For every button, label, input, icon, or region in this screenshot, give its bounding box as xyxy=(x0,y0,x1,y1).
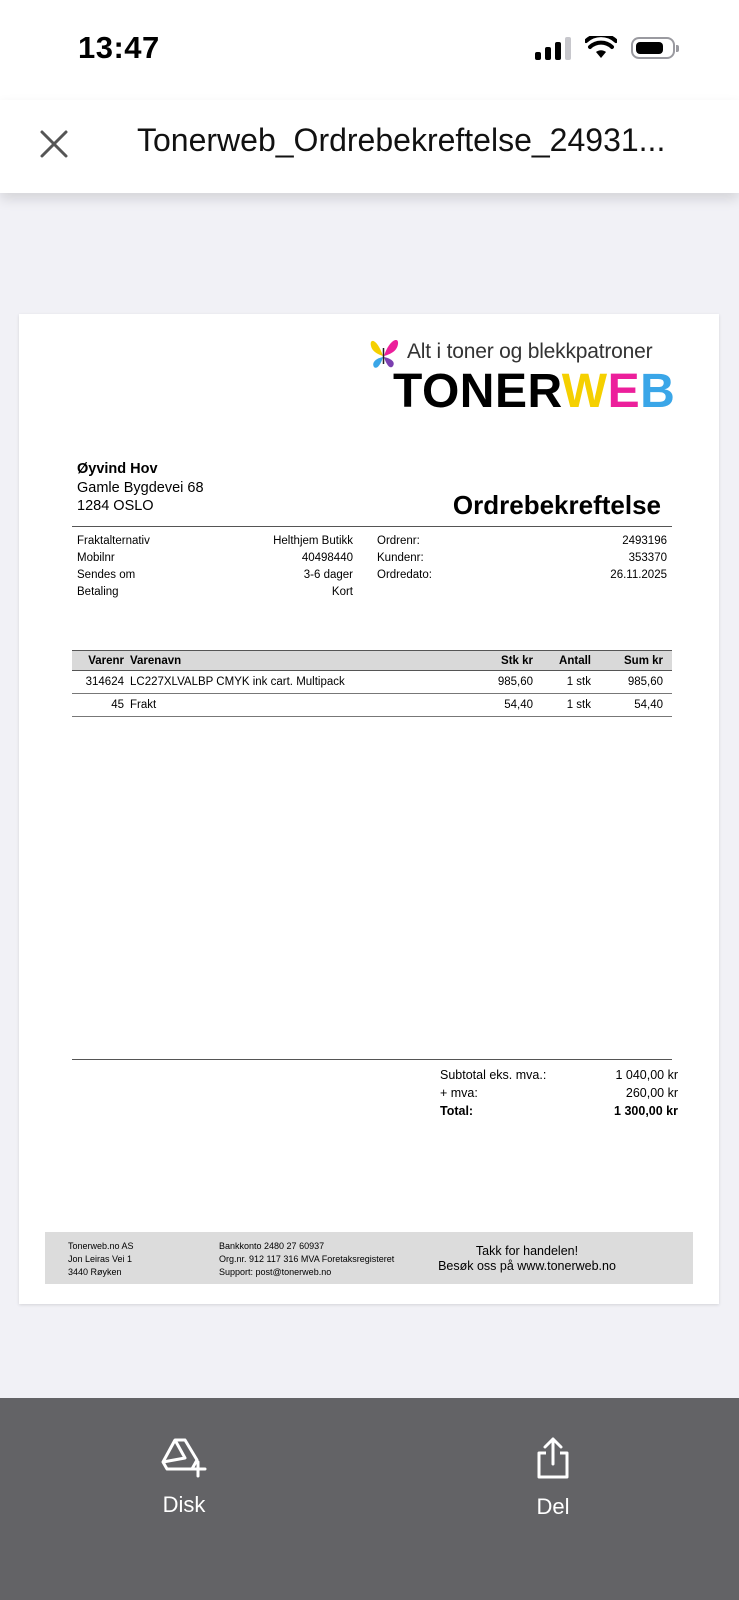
table-header xyxy=(72,650,672,671)
header-antall: Antall xyxy=(559,654,591,667)
info-row: Sendes om 3-6 dager xyxy=(77,569,353,581)
info-row: Ordredato: 26.11.2025 xyxy=(377,569,667,581)
close-icon xyxy=(34,124,74,164)
footer-thanks: Takk for handelen! Besøk oss på www.tonerweb.no xyxy=(438,1244,616,1273)
document-heading: Ordrebekreftelse xyxy=(452,490,661,520)
info-row: Betaling Kort xyxy=(77,586,353,598)
header-sum-kr: Sum kr xyxy=(624,654,663,667)
share-label: Del xyxy=(536,1494,570,1519)
footer-company: Tonerweb.no AS Jon Leiras Vei 1 3440 Røyken xyxy=(68,1241,134,1277)
customer-street: Gamle Bygdevei 68 xyxy=(77,479,204,496)
divider xyxy=(72,526,672,527)
header-stk-kr: Stk kr xyxy=(501,654,533,667)
tonerweb-logo xyxy=(367,334,692,429)
order-totals xyxy=(440,1066,678,1120)
info-row: Kundenr: 353370 xyxy=(377,552,667,564)
disk-label: Disk xyxy=(162,1492,206,1517)
customer-address xyxy=(77,460,204,516)
status-time: 13:47 xyxy=(78,30,160,65)
header-varenavn: Varenavn xyxy=(130,654,182,667)
close-button[interactable] xyxy=(34,124,74,164)
wifi-icon xyxy=(585,36,617,60)
header-varenr: Varenr xyxy=(88,654,124,667)
mva-row: + mva: 260,00 kr xyxy=(440,1086,678,1100)
battery-icon xyxy=(631,37,675,59)
customer-city: 1284 OSLO xyxy=(77,498,154,514)
footer-details: Bankkonto 2480 27 60937 Org.nr. 912 117 316 MVA Foretaksregisteret Support: post@tonerweb.no xyxy=(219,1241,395,1277)
logo-wordmark: TONERWEB xyxy=(393,365,676,418)
disk-button[interactable] xyxy=(124,1436,244,1518)
share-icon xyxy=(533,1436,573,1480)
table-row: 314624 LC227XLVALBP CMYK ink cart. Multipack 985,60 1 stk 985,60 xyxy=(72,671,672,694)
drive-add-icon xyxy=(161,1436,207,1478)
info-row: Mobilnr 40498440 xyxy=(77,552,353,564)
status-bar xyxy=(0,0,739,100)
order-items-table xyxy=(72,650,672,717)
signal-icon xyxy=(535,36,571,60)
document-page[interactable] xyxy=(19,314,719,1304)
document-footer xyxy=(45,1232,693,1284)
bottom-action-bar xyxy=(0,1398,739,1600)
document-title: Tonerweb_Ordrebekreftelse_24931... xyxy=(137,122,666,158)
info-row: Fraktalternativ Helthjem Butikk xyxy=(77,535,353,547)
status-icons xyxy=(535,36,675,60)
order-info-left xyxy=(77,533,353,601)
subtotal-row: Subtotal eks. mva.: 1 040,00 kr xyxy=(440,1068,678,1082)
logo-tagline: Alt i toner og blekkpatroner xyxy=(407,340,653,363)
order-info-right xyxy=(377,533,667,584)
total-row: Total: 1 300,00 kr xyxy=(440,1104,678,1118)
nav-bar xyxy=(0,100,739,193)
info-row: Ordrenr: 2493196 xyxy=(377,535,667,547)
totals-divider xyxy=(72,1059,672,1060)
table-row: 45 Frakt 54,40 1 stk 54,40 xyxy=(72,694,672,717)
share-button[interactable] xyxy=(493,1436,613,1520)
customer-name: Øyvind Hov xyxy=(77,461,158,477)
